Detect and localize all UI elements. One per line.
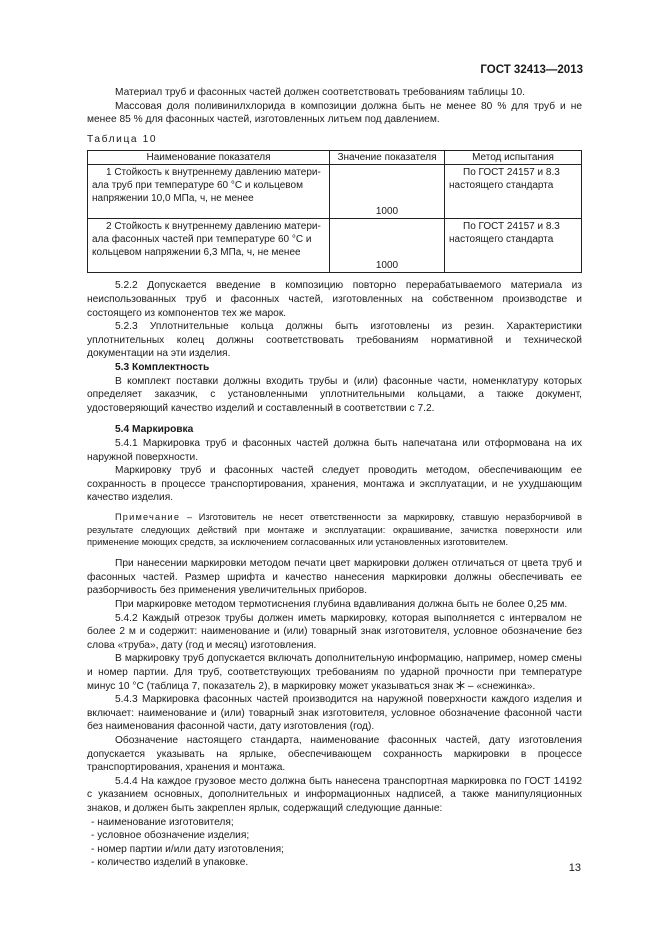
section-heading-5-3: 5.3 Комплектность (115, 361, 210, 373)
paragraph-additional-info: В маркировку труб допускается включать дополнительную информацию, например, номер смены и номер партии. Для труб, соответствующих требованиям по ударной прочности при температуре минус 10 °С (таблица 7, показатель 2), в маркировку может указываться знак – «снежинка». (87, 653, 582, 692)
note-text: – Изготовитель не несет ответственности за маркировку, ставшую неразборчивой в результате следующих действий при монтаже и эксплуатации: окрашивание, зачистка поверхности или применение моющих средств, за исключением согласованных или установленных изготовителем. (87, 511, 582, 548)
paragraph-label-info: Обозначение настоящего стандарта, наименование фасонных частей, дату изготовления допускается указывать на ярлыке, обеспечивающем сохранность маркировки в процессе транспортирования, хранения и монтажа. (87, 734, 582, 774)
paragraph-thermo-marking: При маркировке методом термотиснения глубина вдавливания должна быть не более 0,25 мм. (115, 599, 568, 611)
list-item: - условное обозначение изделия; (91, 830, 250, 842)
table-row (88, 219, 582, 273)
paragraph-material: Материал труб и фасонных частей должен соответствовать требованиям таблицы 10. (115, 87, 525, 98)
section-heading-5-4: 5.4 Маркировка (115, 424, 194, 436)
table-cell-method: По ГОСТ 24157 и 8.3 настоящего стандарта (445, 165, 582, 219)
column-header-method: Метод испытания (445, 151, 582, 165)
list-item: - номер партии и/или дату изготовления; (91, 843, 284, 855)
paragraph-pvc-share: Массовая доля поливинилхлорида в композиции должна быть не менее 80 % для труб и не менее 85 % для фасонных частей, изготовленных литьем под давлением. (87, 100, 582, 126)
note-label: Примечание (115, 511, 181, 522)
paragraph-5-4-1: 5.4.1 Маркировка труб и фасонных частей должна быть напечатана или отформована на их наружной поверхности. (87, 437, 582, 463)
standard-header: ГОСТ 32413—2013 (480, 64, 583, 76)
paragraph-5-3: В комплект поставки должны входить трубы и (или) фасонные части, номенклатуру которых определяет заказчик, с установленными уплотнительными кольцами, а также документ, удостоверяющий качество изделий и составленный в соответствии с 7.2. (87, 375, 582, 414)
paragraph-5-4-2: 5.4.2 Каждый отрезок трубы должен иметь маркировку, которая выполняется с интервалом не более 2 м и содержит: наименование и (или) товарный знак изготовителя, условное обозначение без слова «труба», дату (год и месяц) изготовления. (87, 612, 582, 651)
list-item: - количество изделий в упаковке. (91, 857, 249, 869)
paragraph-5-4-4: 5.4.4 На каждое грузовое место должна быть нанесена транспортная маркировка по ГОСТ 14192 с указанием основных, дополнительных и информационных надписей, а также манипуляционных знаков, и должен быть закреплен ярлык, содержащий следующие данные: (87, 775, 582, 814)
paragraph-5-4-3: 5.4.3 Маркировка фасонных частей производится на наружной поверхности каждого изделия и включает: наименование и (или) товарный знак изготовителя, условное обозначение фасонной части без наименования фасонной части, дату изготовления (год). (87, 694, 582, 733)
paragraph-5-2-2: 5.2.2 Допускается введение в композицию повторно перерабатываемого материала из неиспользованных труб и фасонных частей, изготовленных на собственном производстве и состоящего из компонентов тех же марок. (87, 280, 582, 319)
list-item: - наименование изготовителя; (91, 816, 234, 828)
paragraph-print-marking: При нанесении маркировки методом печати цвет маркировки должен отличаться от цвета труб и фасонных частей. Размер шрифта и качество нанесения маркировки должны обеспечивать ее разборчивость без применения увеличительных приборов. (87, 558, 582, 597)
table-row (88, 165, 582, 219)
table-cell-value: 1000 (330, 219, 445, 273)
paragraph-marking-method: Маркировку труб и фасонных частей следует проводить методом, обеспечивающим ее сохранность в процессе транспортирования, хранения, монтажа и эксплуатации, и не ухудшающим качество изделия. (87, 465, 582, 504)
table-cell-name: 2 Стойкость к внутреннему давлению матери- ала фасонных частей при температуре 60 °С и кольцевом напряжении 6,3 МПа, ч, не менее (88, 219, 330, 273)
paragraph-5-2-3: 5.2.3 Уплотнительные кольца должны быть изготовлены из резин. Характеристики уплотнительных колец должны соответствовать требованиям нормативной и технической документации на эти изделия. (87, 321, 582, 360)
page-body (87, 86, 582, 870)
table-10 (87, 150, 582, 273)
column-header-name: Наименование показателя (88, 151, 330, 165)
table-cell-method: По ГОСТ 24157 и 8.3 настоящего стандарта (445, 219, 582, 273)
table-cell-value: 1000 (330, 165, 445, 219)
page-number: 13 (568, 862, 581, 874)
column-header-value: Значение показателя (330, 151, 445, 165)
snowflake-icon (456, 681, 465, 690)
table-cell-name: 1 Стойкость к внутреннему давлению матери- ала труб при температуре 60 °С и кольцевом напряжении 10,0 МПа, ч, не менее (88, 165, 330, 219)
table-title: Таблица 10 (87, 133, 158, 145)
note (87, 511, 582, 549)
